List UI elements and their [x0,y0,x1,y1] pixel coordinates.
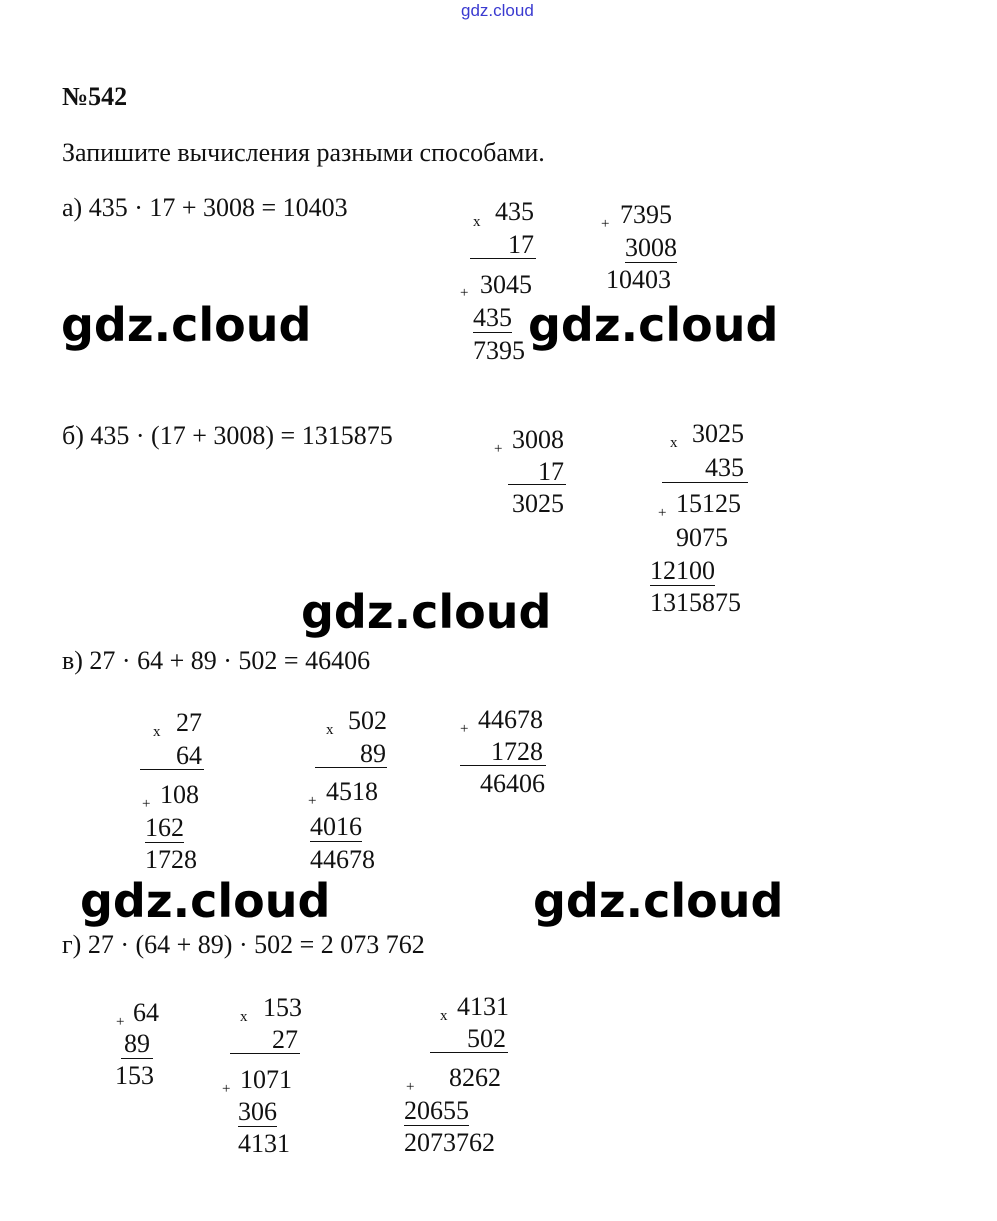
factor-2: 64 [176,741,202,770]
part-g-equation: г) 27 · (64 + 89) · 502 = 2 073 762 [62,930,425,959]
addend-2: 1728 [491,737,543,766]
watermark: gdz.cloud [533,874,784,928]
watermark: gdz.cloud [301,585,552,639]
addend-2: 3008 [625,233,677,262]
sum-result: 10403 [606,265,671,294]
partial-product-2: 162 [145,813,184,842]
factor-2: 27 [272,1025,298,1054]
addend-2: 89 [121,1030,153,1059]
partial-product-1: 108 [160,780,199,809]
addend-1: 44678 [478,705,543,734]
partial-product-2: 4016 [310,812,362,841]
plus-sign: + [494,441,503,457]
multiply-sign: x [240,1009,248,1025]
watermark: gdz.cloud [61,298,312,352]
partial-product-2: 306 [238,1097,277,1126]
factor-1: 435 [495,197,534,226]
watermark: gdz.cloud [80,874,331,928]
divider-line [662,482,748,483]
product-result: 4131 [238,1129,290,1158]
plus-sign: + [460,721,469,737]
multiply-sign: x [440,1008,448,1024]
plus-sign: + [116,1014,125,1030]
divider-line [460,765,546,766]
part-v-equation: в) 27 · 64 + 89 · 502 = 46406 [62,646,371,675]
multiply-sign: x [326,722,334,738]
partial-product-2: 435 [473,303,512,332]
factor-2: 17 [508,230,534,259]
addend-1: 7395 [620,200,672,229]
plus-sign: + [460,285,469,301]
partial-product-1: 4518 [326,777,378,806]
factor-1: 502 [348,706,387,735]
addend-1: 3008 [512,425,564,454]
plus-sign: + [222,1081,231,1097]
multiply-sign: x [153,724,161,740]
divider-line [508,484,566,485]
addend-1: 64 [133,998,159,1027]
divider-line [470,258,536,259]
product-result: 2073762 [404,1128,495,1157]
partial-product-3: 12100 [650,556,715,585]
partial-product-1: 3045 [480,270,532,299]
instruction-text: Запишите вычисления разными способами. [62,138,545,167]
sum-result: 3025 [512,489,564,518]
factor-1: 3025 [692,419,744,448]
plus-sign: + [406,1079,415,1095]
product-result: 44678 [310,845,375,874]
multiply-sign: x [670,435,678,451]
factor-1: 153 [263,993,302,1022]
divider-line [140,769,204,770]
partial-product-2: 20655 [404,1096,469,1125]
factor-2: 502 [467,1024,506,1053]
plus-sign: + [658,505,667,521]
factor-2: 89 [360,739,386,768]
divider-line [315,767,387,768]
partial-product-1: 8262 [449,1063,501,1092]
factor-2: 435 [705,453,744,482]
addend-2: 17 [538,457,564,486]
product-result: 1728 [145,845,197,874]
product-result: 1315875 [650,588,741,617]
product-result: 7395 [473,336,525,365]
part-b-equation: б) 435 · (17 + 3008) = 1315875 [62,421,393,450]
plus-sign: + [142,796,151,812]
part-a-equation: а) 435 · 17 + 3008 = 10403 [62,193,348,222]
partial-product-1: 1071 [240,1065,292,1094]
plus-sign: + [601,216,610,232]
partial-product-1: 15125 [676,489,741,518]
partial-product-2: 9075 [676,523,728,552]
problem-number: №542 [62,82,128,111]
sum-result: 153 [115,1061,154,1090]
divider-line [230,1053,300,1054]
multiply-sign: x [473,214,481,230]
factor-1: 4131 [457,992,509,1021]
plus-sign: + [308,793,317,809]
factor-1: 27 [176,708,202,737]
watermark: gdz.cloud [528,298,779,352]
sum-result: 46406 [480,769,545,798]
top-watermark: gdz.cloud [461,1,534,20]
divider-line [430,1052,508,1053]
